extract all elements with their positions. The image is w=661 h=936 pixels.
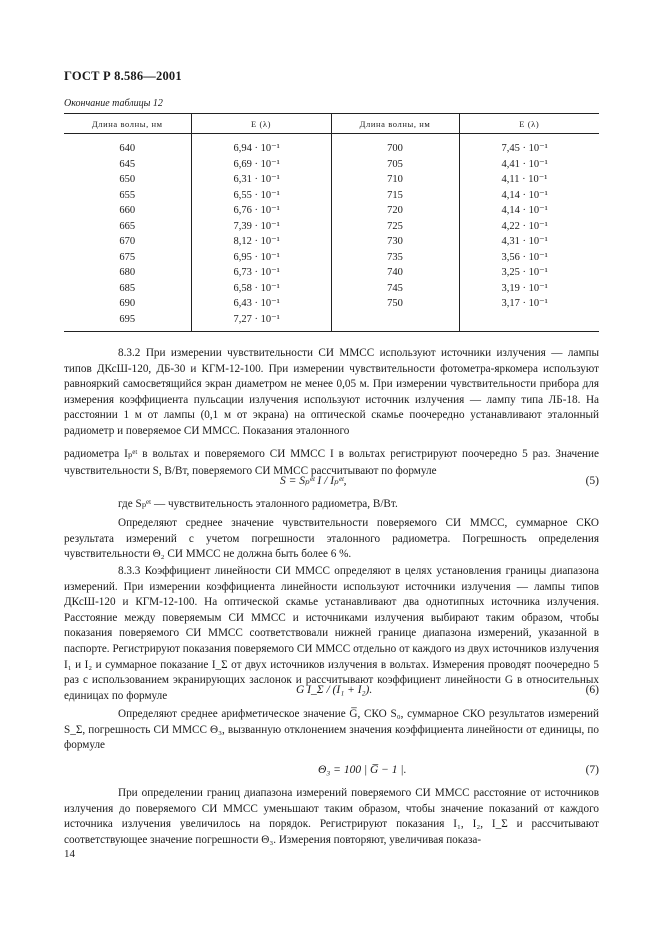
table-row (64, 250, 599, 266)
formula-5 (64, 473, 599, 489)
table-row (64, 203, 599, 219)
cell-e-lambda-2: 4,41 · 10⁻¹ (459, 157, 599, 173)
table-row (64, 188, 599, 204)
paragraph-8-3-3: 8.3.3 Коэффициент линейности СИ ММСС определяют в целях установления границы диапазона измерений. При измерении коэффициента линейности используют источники излучения — лампы типов ДКсШ-120 и КГМ-12-100. На оптической скамье устанавливают два однотипных источника излучения. Расстояние между поверяемым СИ ММСС и источниками излучения выбирают таким образом, чтобы показания поверяемого СИ ММСС соответствовали нижней границе диапазона измерений, указанной в паспорте. Регистрируют показания поверяемого СИ ММСС отдельно от каждого из двух источников излучения I₁ и I₂ и суммарное показание I_Σ от двух источников излучения в вольтах. Измерения проводят поочередно 5 раз с использованием экранирующих заслонок и рассчитывают коэффициент линейности G в относительных единицах по формуле (64, 565, 599, 702)
cell-wavelength-1: 645 (119, 158, 136, 170)
cell-wavelength-2: 745 (331, 281, 459, 297)
table-row (64, 265, 599, 281)
formula-7-expression: Θ₃ = 100 | G̅ − 1 |. (318, 764, 407, 776)
cell-wavelength-1: 675 (119, 251, 136, 263)
where-clause (64, 497, 599, 513)
cell-wavelength-1: 685 (119, 282, 136, 294)
cell-e-lambda-2: 4,31 · 10⁻¹ (459, 234, 599, 250)
cell-e-lambda-2: 4,14 · 10⁻¹ (459, 188, 599, 204)
cell-wavelength-1: 670 (119, 236, 136, 247)
column-header-e-lambda-1: E (λ) (191, 114, 331, 134)
column-header-wavelength-2: Длина волны, нм (331, 114, 459, 134)
cell-e-lambda-1: 6,94 · 10⁻¹ (191, 134, 331, 157)
table-row (64, 296, 599, 312)
cell-e-lambda-1: 6,55 · 10⁻¹ (191, 188, 331, 204)
document-code-header: ГОСТ Р 8.586—2001 (64, 69, 182, 83)
cell-e-lambda-2: 3,17 · 10⁻¹ (459, 296, 599, 312)
table-row (64, 312, 599, 332)
table-row (64, 172, 599, 188)
table-body (64, 134, 599, 332)
table-caption: Окончание таблицы 12 (64, 98, 163, 109)
cell-wavelength-1: 690 (119, 298, 136, 309)
table-row (64, 281, 599, 297)
wavelength-table (64, 113, 599, 332)
cell-wavelength-2 (331, 312, 459, 332)
cell-e-lambda-1: 7,27 · 10⁻¹ (191, 312, 331, 332)
cell-wavelength-2: 730 (331, 234, 459, 250)
cell-e-lambda-2: 3,19 · 10⁻¹ (459, 281, 599, 297)
formula-5-expression: S = Sₚᵉᵗ I / Iₚᵉᵗ, (280, 475, 347, 487)
table-row (64, 134, 599, 157)
cell-e-lambda-1: 6,76 · 10⁻¹ (191, 203, 331, 219)
formula-7-number: (7) (585, 764, 599, 776)
cell-e-lambda-2: 7,45 · 10⁻¹ (459, 134, 599, 157)
cell-e-lambda-1: 6,73 · 10⁻¹ (191, 265, 331, 281)
where-definition: где Sₚᵉᵗ — чувствительность эталонного радиометра, В/Вт. (118, 498, 398, 510)
cell-wavelength-2: 710 (331, 172, 459, 188)
cell-e-lambda-1: 8,12 · 10⁻¹ (191, 234, 331, 250)
cell-wavelength-2: 725 (331, 219, 459, 235)
cell-wavelength-1: 660 (119, 205, 136, 216)
linearity-paragraph (64, 707, 599, 754)
table-row (64, 219, 599, 235)
cell-wavelength-1: 680 (119, 267, 136, 278)
page-number: 14 (64, 848, 75, 860)
cell-wavelength-1: 695 (64, 312, 191, 332)
cell-wavelength-2: 705 (331, 157, 459, 173)
section-8-3-2 (64, 346, 599, 480)
cell-wavelength-1: 655 (119, 189, 136, 201)
cell-e-lambda-2 (459, 312, 599, 332)
cell-wavelength-2: 700 (331, 134, 459, 157)
cell-e-lambda-1: 6,69 · 10⁻¹ (191, 157, 331, 173)
cell-wavelength-2: 740 (331, 265, 459, 281)
cell-wavelength-2: 735 (331, 250, 459, 266)
cell-e-lambda-2: 4,22 · 10⁻¹ (459, 219, 599, 235)
paragraph-range-boundaries: При определении границ диапазона измерений поверяемого СИ ММСС расстояние от источников излучения до поверяемого СИ ММСС уменьшают таким образом, чтобы значение показаний от каждого источника излучения увеличилось на порядок. Регистрируют показания I₁, I₂, I_Σ и рассчитывают соответствующее значение погрешности Θ₃. Измерения повторяют, увеличивая показа- (64, 787, 599, 846)
cell-e-lambda-1: 6,31 · 10⁻¹ (191, 172, 331, 188)
cell-e-lambda-2: 4,11 · 10⁻¹ (459, 172, 599, 188)
cell-e-lambda-2: 4,14 · 10⁻¹ (459, 203, 599, 219)
cell-e-lambda-2: 3,56 · 10⁻¹ (459, 250, 599, 266)
paragraph-8-3-2: 8.3.2 При измерении чувствительности СИ ММСС используют источники излучения — лампы типов ДКсШ-120, ДБ-30 и КГМ-12-100. При измерении чувствительности фотометра-яркомера используют равнояркий самосветящийся экран диаметром не менее 0,05 м. При измерении чувствительности прибора для измерения коэффициента пульсации излучения используют источник излучения — лампу типа ЛБ-18. На расстоянии 1 м от лампы (0,1 м от экрана) на оптической скамье поочередно устанавливают эталонный радиометр и поверяемое СИ ММСС. Показания эталонного (64, 347, 599, 437)
cell-e-lambda-2: 3,25 · 10⁻¹ (459, 265, 599, 281)
table-row (64, 234, 599, 250)
formula-6-expression: G I_Σ / (I₁ + I₂). (296, 684, 373, 696)
table-header-row (64, 114, 599, 134)
paragraph-sensitivity-mean: Определяют среднее значение чувствительности поверяемого СИ ММСС, суммарное СКО результата измерений с учетом погрешности эталонного радиометра. Погрешность определения чувствительности Θ₂ СИ ММСС не должна быть более 6 %. (64, 517, 599, 561)
cell-wavelength-2: 715 (331, 188, 459, 204)
cell-wavelength-1: 665 (119, 220, 136, 232)
cell-wavelength-2: 720 (331, 203, 459, 219)
formula-7 (64, 762, 599, 778)
cell-wavelength-1: 640 (119, 143, 136, 154)
column-header-wavelength-1: Длина волны, нм (64, 114, 191, 134)
cell-e-lambda-1: 7,39 · 10⁻¹ (191, 219, 331, 235)
sensitivity-paragraph (64, 516, 599, 563)
cell-wavelength-1: 650 (119, 174, 136, 185)
formula-5-number: (5) (585, 475, 599, 487)
cell-e-lambda-1: 6,95 · 10⁻¹ (191, 250, 331, 266)
paragraph-8-3-2-continued: радиометра Iₚᵉᵗ в вольтах и поверяемого СИ ММСС I в вольтах регистрируют поочередно 5 раз. Значение чувствительности S, В/Вт, поверяемого СИ ММСС рассчитывают по формуле (64, 447, 599, 477)
cell-e-lambda-1: 6,58 · 10⁻¹ (191, 281, 331, 297)
table-row (64, 157, 599, 173)
column-header-e-lambda-2: E (λ) (459, 114, 599, 134)
cell-wavelength-2: 750 (331, 296, 459, 312)
formula-6-number: (6) (585, 684, 599, 696)
cell-e-lambda-1: 6,43 · 10⁻¹ (191, 296, 331, 312)
paragraph-linearity-mean: Определяют среднее арифметическое значение G̅, СКО S₀, суммарное СКО результатов измерений S_Σ, погрешность СИ ММСС Θ₃, вызванную отклонением значения коэффициента линейности от единицы, по формуле (64, 708, 599, 752)
range-paragraph (64, 786, 599, 848)
formula-6 (64, 682, 599, 698)
